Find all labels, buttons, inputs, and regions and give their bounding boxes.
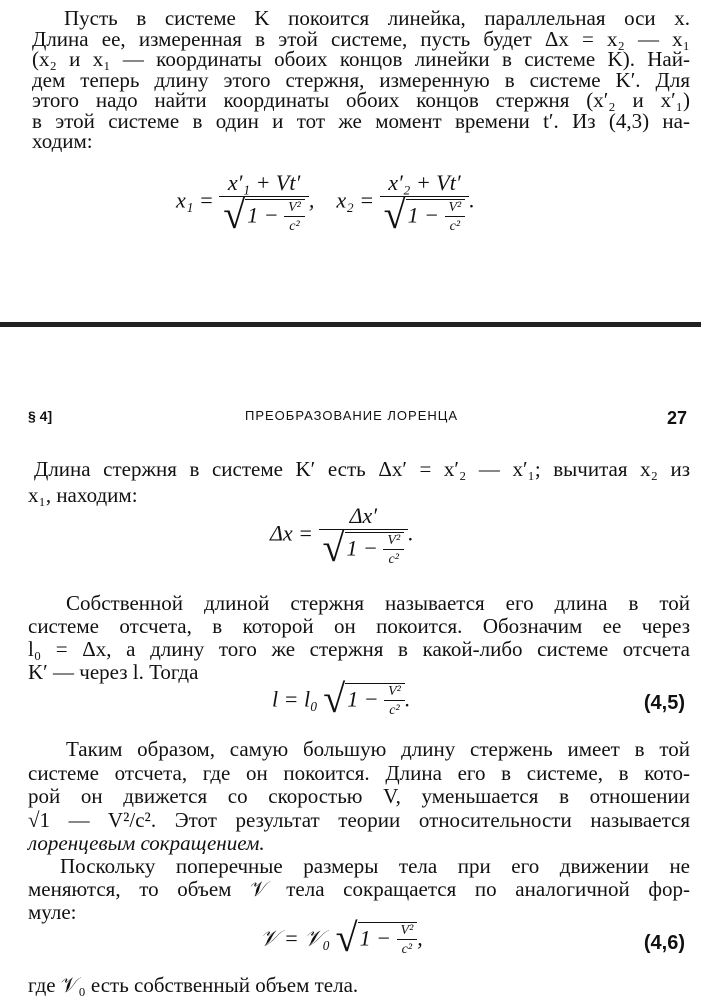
section-number: § 4] bbox=[28, 408, 53, 424]
paragraph-3 bbox=[28, 738, 690, 856]
text-line: (x₂ и x₁ — координаты обоих концов линейки в системе K). Най- bbox=[32, 47, 690, 71]
formula-x1-lhs: x₁ = bbox=[176, 187, 214, 213]
text-line: l₀ = Δx, а длину того же стержня в какой-либо системе отсчета bbox=[28, 637, 690, 661]
equation-number: (4,5) bbox=[643, 692, 685, 714]
text-line: дем теперь длину этого стержня, измеренную в системе K′. Для bbox=[32, 67, 690, 92]
fraction bbox=[380, 170, 470, 235]
fraction bbox=[219, 170, 309, 235]
sqrt: √ 1 − $\frac{\text{V²}}{\text{c²}}$ bbox=[384, 199, 466, 235]
sqrt: √ 1 − $\frac{\text{V²}}{\text{c²}}$ bbox=[223, 199, 305, 235]
text-line: Длина ее, измеренная в этой системе, пусть будет Δx = x₂ — x₁ bbox=[32, 26, 690, 51]
equation-number: (4,6) bbox=[643, 932, 685, 954]
sqrt: √ 1 − $\frac{\text{V²}}{\text{c²}}$ bbox=[336, 922, 418, 958]
formula-x1-x2: x₁ = x′₁ + Vt′ √ 1 − $\frac{\text{V²}}{\text{c²}}$ , x₂ = x′₂ + Vt′ √ 1 − $\frac{\text{V²}}{\text{c²}}$ . bbox=[176, 170, 475, 237]
text-line: Длина стержня в системе K′ есть Δx′ = x′₂ — x′₁; вычитая x₂ из bbox=[34, 457, 690, 481]
formula-4-5: l = l₀ √ 1 − $\frac{\text{V²}}{\text{c²}}$ . bbox=[272, 676, 411, 721]
radical-sign: √ bbox=[335, 915, 358, 960]
fraction-numerator: x′₁ + Vt′ bbox=[227, 170, 301, 195]
text-line: Поскольку поперечные размеры тела при его движении не bbox=[60, 854, 690, 878]
sqrt: √ 1 − $\frac{\text{V²}}{\text{c²}}$ bbox=[323, 683, 405, 719]
text-line: системе отсчета, в которой он покоится. Обозначим ее через bbox=[28, 614, 690, 638]
fraction-denominator bbox=[219, 192, 309, 237]
running-title: ПРЕОБРАЗОВАНИЕ ЛОРЕНЦА bbox=[245, 408, 459, 423]
paragraph-2 bbox=[28, 592, 690, 684]
fraction-numerator: Δx′ bbox=[349, 503, 378, 528]
text-line: Собственной длиной стержня называется его длина в той bbox=[66, 591, 690, 615]
fraction-denominator bbox=[380, 192, 470, 237]
text-line: ходим: bbox=[32, 129, 93, 153]
fraction-numerator: x′₂ + Vt′ bbox=[388, 170, 461, 195]
radical-sign: √ bbox=[383, 192, 406, 237]
formula-delta-x: Δx = Δx′ √ 1 − $\frac{\text{V²}}{\text{c²}}$ . bbox=[270, 503, 414, 570]
paragraph-1 bbox=[28, 456, 690, 508]
text-line: Таким образом, самую большую длину стержень имеет в той bbox=[66, 737, 690, 761]
text-line: K′ — через l. Тогда bbox=[28, 660, 199, 684]
text-line: лоренцевым сокращением. bbox=[28, 831, 265, 855]
text-line: где 𝒱₀ есть собственный объем тела. bbox=[28, 973, 359, 997]
text-line: x₁, находим: bbox=[28, 483, 138, 507]
radical-sign: √ bbox=[223, 192, 246, 237]
text-line: Пусть в системе K покоится линейка, параллельная оси x. bbox=[64, 6, 690, 30]
fraction bbox=[319, 503, 409, 568]
text-line: рой он движется со скоростью V, уменьшается в отношении bbox=[28, 784, 690, 808]
sqrt: √ 1 − $\frac{\text{V²}}{\text{c²}}$ bbox=[323, 532, 405, 568]
text-line: системе отсчета, где он покоится. Длина его в системе, в кото- bbox=[28, 760, 690, 785]
text-line: меняются, то объем 𝒱 тела сокращается по аналогичной фор- bbox=[28, 877, 690, 901]
text-line: этого надо найти координаты обоих концов стержня (x′₂ и x′₁) bbox=[32, 88, 690, 112]
text-line: в этой системе в один и тот же момент времени t′. Из (4,3) на- bbox=[32, 108, 690, 133]
running-header bbox=[0, 408, 701, 432]
formula-4-6: 𝒱 = 𝒱₀ √ 1 − $\frac{\text{V²}}{\text{c²}}$ , bbox=[260, 915, 423, 960]
radical-sign: √ bbox=[323, 676, 346, 721]
text-line: √1 — V²/c². Этот результат теории относительности называется bbox=[28, 807, 690, 832]
top-paragraph bbox=[32, 8, 690, 152]
paragraph-4 bbox=[28, 855, 690, 924]
fraction-denominator bbox=[319, 525, 409, 570]
paragraph-5 bbox=[28, 975, 690, 996]
radical-sign: √ bbox=[322, 525, 345, 570]
formula-x2-lhs: x₂ = bbox=[336, 187, 375, 213]
text-line: муле: bbox=[28, 900, 77, 924]
page-number: 27 bbox=[666, 408, 687, 428]
page-divider bbox=[0, 322, 701, 327]
